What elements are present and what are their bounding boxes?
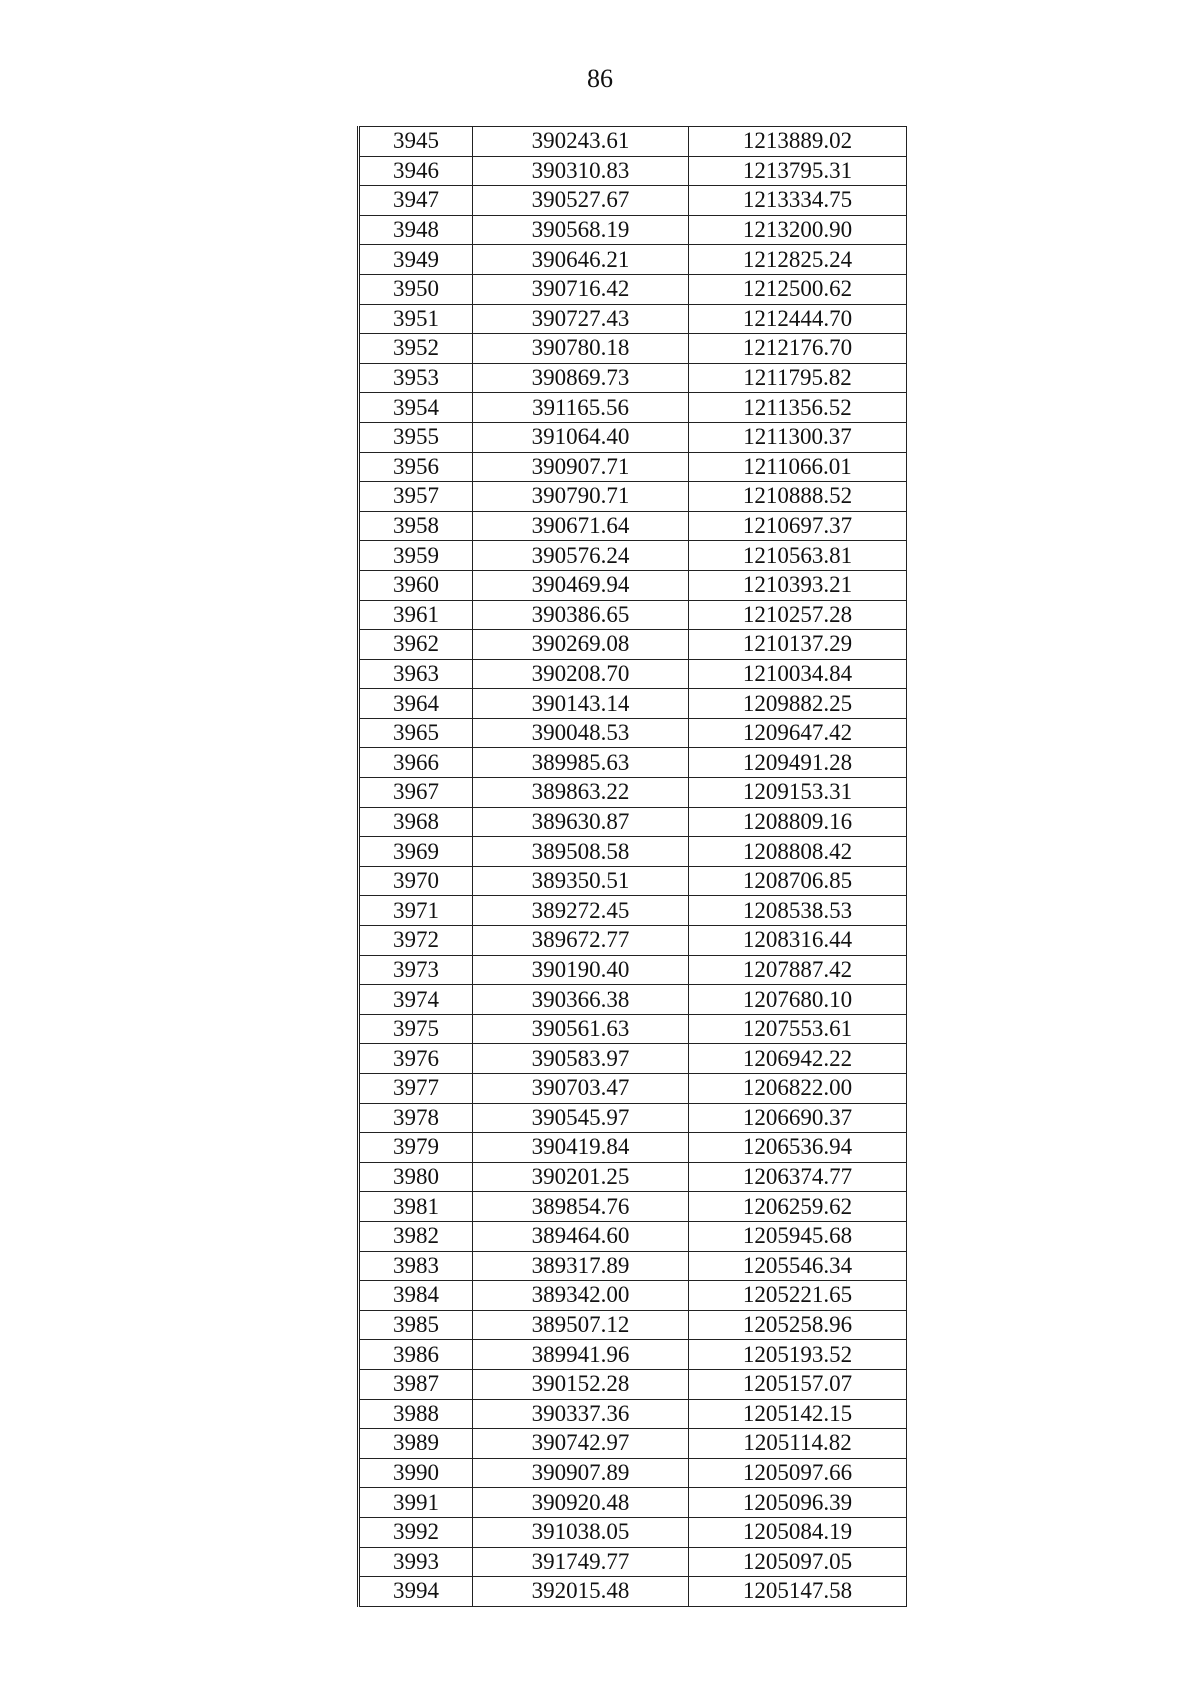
x-coordinate-cell: 390269.08: [473, 630, 689, 660]
point-number-cell: 3989: [359, 1429, 473, 1459]
y-coordinate-cell: 1210034.84: [689, 659, 907, 689]
table-row: [359, 1162, 907, 1192]
point-number-cell: 3988: [359, 1399, 473, 1429]
point-number-cell: 3979: [359, 1133, 473, 1163]
y-coordinate-cell: 1213889.02: [689, 127, 907, 157]
point-number-cell: 3964: [359, 689, 473, 719]
x-coordinate-cell: 390048.53: [473, 718, 689, 748]
point-number-cell: 3984: [359, 1281, 473, 1311]
x-coordinate-cell: 391064.40: [473, 422, 689, 452]
table-row: [359, 511, 907, 541]
x-coordinate-cell: 389672.77: [473, 926, 689, 956]
point-number-cell: 3954: [359, 393, 473, 423]
x-coordinate-cell: 390469.94: [473, 570, 689, 600]
table-row: [359, 393, 907, 423]
y-coordinate-cell: 1205546.34: [689, 1251, 907, 1281]
table-row: [359, 1517, 907, 1547]
point-number-cell: 3986: [359, 1340, 473, 1370]
table-row: [359, 748, 907, 778]
y-coordinate-cell: 1210697.37: [689, 511, 907, 541]
point-number-cell: 3978: [359, 1103, 473, 1133]
y-coordinate-cell: 1205193.52: [689, 1340, 907, 1370]
x-coordinate-cell: 390545.97: [473, 1103, 689, 1133]
table-row: [359, 363, 907, 393]
table-row: [359, 778, 907, 808]
y-coordinate-cell: 1211356.52: [689, 393, 907, 423]
y-coordinate-cell: 1212176.70: [689, 334, 907, 364]
x-coordinate-cell: 390386.65: [473, 600, 689, 630]
x-coordinate-cell: 390907.71: [473, 452, 689, 482]
x-coordinate-cell: 390419.84: [473, 1133, 689, 1163]
table-row: [359, 955, 907, 985]
table-row: [359, 896, 907, 926]
y-coordinate-cell: 1205097.05: [689, 1547, 907, 1577]
table-row: [359, 659, 907, 689]
point-number-cell: 3963: [359, 659, 473, 689]
x-coordinate-cell: 390243.61: [473, 127, 689, 157]
point-number-cell: 3977: [359, 1074, 473, 1104]
table-row: [359, 274, 907, 304]
x-coordinate-cell: 389272.45: [473, 896, 689, 926]
y-coordinate-cell: 1206374.77: [689, 1162, 907, 1192]
x-coordinate-cell: 390568.19: [473, 215, 689, 245]
x-coordinate-cell: 391038.05: [473, 1517, 689, 1547]
x-coordinate-cell: 390583.97: [473, 1044, 689, 1074]
table-row: [359, 718, 907, 748]
point-number-cell: 3976: [359, 1044, 473, 1074]
y-coordinate-cell: 1205142.15: [689, 1399, 907, 1429]
point-number-cell: 3974: [359, 985, 473, 1015]
x-coordinate-cell: 389317.89: [473, 1251, 689, 1281]
y-coordinate-cell: 1210888.52: [689, 482, 907, 512]
x-coordinate-cell: 392015.48: [473, 1577, 689, 1607]
x-coordinate-cell: 390907.89: [473, 1458, 689, 1488]
table-row: [359, 866, 907, 896]
y-coordinate-cell: 1206690.37: [689, 1103, 907, 1133]
point-number-cell: 3960: [359, 570, 473, 600]
point-number-cell: 3952: [359, 334, 473, 364]
x-coordinate-cell: 389464.60: [473, 1221, 689, 1251]
y-coordinate-cell: 1211300.37: [689, 422, 907, 452]
y-coordinate-cell: 1213334.75: [689, 186, 907, 216]
point-number-cell: 3962: [359, 630, 473, 660]
x-coordinate-cell: 390561.63: [473, 1014, 689, 1044]
table-row: [359, 334, 907, 364]
x-coordinate-cell: 390780.18: [473, 334, 689, 364]
y-coordinate-cell: 1211066.01: [689, 452, 907, 482]
table-row: [359, 1281, 907, 1311]
y-coordinate-cell: 1206536.94: [689, 1133, 907, 1163]
y-coordinate-cell: 1205084.19: [689, 1517, 907, 1547]
point-number-cell: 3955: [359, 422, 473, 452]
point-number-cell: 3950: [359, 274, 473, 304]
point-number-cell: 3980: [359, 1162, 473, 1192]
table-row: [359, 1044, 907, 1074]
x-coordinate-cell: 389342.00: [473, 1281, 689, 1311]
y-coordinate-cell: 1209153.31: [689, 778, 907, 808]
point-number-cell: 3987: [359, 1369, 473, 1399]
y-coordinate-cell: 1207553.61: [689, 1014, 907, 1044]
table-row: [359, 482, 907, 512]
x-coordinate-cell: 389507.12: [473, 1310, 689, 1340]
x-coordinate-cell: 389630.87: [473, 807, 689, 837]
point-number-cell: 3973: [359, 955, 473, 985]
x-coordinate-cell: 390869.73: [473, 363, 689, 393]
point-number-cell: 3970: [359, 866, 473, 896]
point-number-cell: 3946: [359, 156, 473, 186]
table-row: [359, 807, 907, 837]
y-coordinate-cell: 1205096.39: [689, 1488, 907, 1518]
point-number-cell: 3967: [359, 778, 473, 808]
table-row: [359, 1340, 907, 1370]
y-coordinate-cell: 1206822.00: [689, 1074, 907, 1104]
table-row: [359, 1133, 907, 1163]
x-coordinate-cell: 390671.64: [473, 511, 689, 541]
point-number-cell: 3983: [359, 1251, 473, 1281]
point-number-cell: 3958: [359, 511, 473, 541]
table-row: [359, 1488, 907, 1518]
point-number-cell: 3956: [359, 452, 473, 482]
y-coordinate-cell: 1210563.81: [689, 541, 907, 571]
x-coordinate-cell: 389985.63: [473, 748, 689, 778]
y-coordinate-cell: 1209882.25: [689, 689, 907, 719]
x-coordinate-cell: 390190.40: [473, 955, 689, 985]
point-number-cell: 3953: [359, 363, 473, 393]
point-number-cell: 3985: [359, 1310, 473, 1340]
table-row: [359, 422, 907, 452]
y-coordinate-cell: 1207887.42: [689, 955, 907, 985]
table-row: [359, 1103, 907, 1133]
y-coordinate-cell: 1208808.42: [689, 837, 907, 867]
y-coordinate-cell: 1205097.66: [689, 1458, 907, 1488]
table-row: [359, 1192, 907, 1222]
point-number-cell: 3991: [359, 1488, 473, 1518]
y-coordinate-cell: 1208809.16: [689, 807, 907, 837]
table-row: [359, 837, 907, 867]
x-coordinate-cell: 389863.22: [473, 778, 689, 808]
y-coordinate-cell: 1205258.96: [689, 1310, 907, 1340]
y-coordinate-cell: 1212825.24: [689, 245, 907, 275]
y-coordinate-cell: 1211795.82: [689, 363, 907, 393]
point-number-cell: 3969: [359, 837, 473, 867]
x-coordinate-cell: 390790.71: [473, 482, 689, 512]
table-row: [359, 630, 907, 660]
point-number-cell: 3971: [359, 896, 473, 926]
x-coordinate-cell: 390337.36: [473, 1399, 689, 1429]
point-number-cell: 3968: [359, 807, 473, 837]
table-row: [359, 600, 907, 630]
y-coordinate-cell: 1210137.29: [689, 630, 907, 660]
table-row: [359, 1074, 907, 1104]
table-row: [359, 127, 907, 157]
x-coordinate-cell: 390152.28: [473, 1369, 689, 1399]
table-row: [359, 689, 907, 719]
y-coordinate-cell: 1210393.21: [689, 570, 907, 600]
y-coordinate-cell: 1212444.70: [689, 304, 907, 334]
x-coordinate-cell: 390201.25: [473, 1162, 689, 1192]
y-coordinate-cell: 1206259.62: [689, 1192, 907, 1222]
table-row: [359, 1547, 907, 1577]
x-coordinate-cell: 390143.14: [473, 689, 689, 719]
point-number-cell: 3993: [359, 1547, 473, 1577]
y-coordinate-cell: 1205221.65: [689, 1281, 907, 1311]
y-coordinate-cell: 1208706.85: [689, 866, 907, 896]
page-number: 86: [587, 64, 613, 93]
y-coordinate-cell: 1213795.31: [689, 156, 907, 186]
y-coordinate-cell: 1212500.62: [689, 274, 907, 304]
coordinate-table: [357, 126, 907, 1607]
x-coordinate-cell: 390208.70: [473, 659, 689, 689]
point-number-cell: 3947: [359, 186, 473, 216]
table-row: [359, 215, 907, 245]
table-row: [359, 985, 907, 1015]
y-coordinate-cell: 1205945.68: [689, 1221, 907, 1251]
x-coordinate-cell: 390920.48: [473, 1488, 689, 1518]
table-row: [359, 245, 907, 275]
y-coordinate-cell: 1206942.22: [689, 1044, 907, 1074]
point-number-cell: 3981: [359, 1192, 473, 1222]
point-number-cell: 3994: [359, 1577, 473, 1607]
x-coordinate-cell: 389350.51: [473, 866, 689, 896]
x-coordinate-cell: 390646.21: [473, 245, 689, 275]
table-row: [359, 156, 907, 186]
x-coordinate-cell: 391165.56: [473, 393, 689, 423]
x-coordinate-cell: 391749.77: [473, 1547, 689, 1577]
point-number-cell: 3990: [359, 1458, 473, 1488]
point-number-cell: 3966: [359, 748, 473, 778]
y-coordinate-cell: 1209647.42: [689, 718, 907, 748]
y-coordinate-cell: 1208316.44: [689, 926, 907, 956]
table-row: [359, 1014, 907, 1044]
x-coordinate-cell: 390716.42: [473, 274, 689, 304]
x-coordinate-cell: 389508.58: [473, 837, 689, 867]
point-number-cell: 3965: [359, 718, 473, 748]
x-coordinate-cell: 390703.47: [473, 1074, 689, 1104]
x-coordinate-cell: 389941.96: [473, 1340, 689, 1370]
point-number-cell: 3975: [359, 1014, 473, 1044]
point-number-cell: 3957: [359, 482, 473, 512]
point-number-cell: 3949: [359, 245, 473, 275]
point-number-cell: 3961: [359, 600, 473, 630]
y-coordinate-cell: 1205157.07: [689, 1369, 907, 1399]
y-coordinate-cell: 1208538.53: [689, 896, 907, 926]
table-row: [359, 1369, 907, 1399]
table-row: [359, 452, 907, 482]
y-coordinate-cell: 1205114.82: [689, 1429, 907, 1459]
point-number-cell: 3972: [359, 926, 473, 956]
y-coordinate-cell: 1207680.10: [689, 985, 907, 1015]
point-number-cell: 3982: [359, 1221, 473, 1251]
table-row: [359, 1458, 907, 1488]
y-coordinate-cell: 1210257.28: [689, 600, 907, 630]
x-coordinate-cell: 390527.67: [473, 186, 689, 216]
point-number-cell: 3959: [359, 541, 473, 571]
x-coordinate-cell: 390727.43: [473, 304, 689, 334]
x-coordinate-cell: 390576.24: [473, 541, 689, 571]
table-row: [359, 304, 907, 334]
point-number-cell: 3948: [359, 215, 473, 245]
x-coordinate-cell: 389854.76: [473, 1192, 689, 1222]
table-row: [359, 1577, 907, 1607]
table-row: [359, 926, 907, 956]
y-coordinate-cell: 1209491.28: [689, 748, 907, 778]
x-coordinate-cell: 390366.38: [473, 985, 689, 1015]
y-coordinate-cell: 1205147.58: [689, 1577, 907, 1607]
table-row: [359, 1399, 907, 1429]
coordinate-table-body: [359, 127, 907, 1607]
point-number-cell: 3951: [359, 304, 473, 334]
table-row: [359, 1429, 907, 1459]
table-row: [359, 1251, 907, 1281]
point-number-cell: 3945: [359, 127, 473, 157]
table-row: [359, 1310, 907, 1340]
table-row: [359, 541, 907, 571]
x-coordinate-cell: 390310.83: [473, 156, 689, 186]
x-coordinate-cell: 390742.97: [473, 1429, 689, 1459]
table-row: [359, 186, 907, 216]
y-coordinate-cell: 1213200.90: [689, 215, 907, 245]
table-row: [359, 570, 907, 600]
point-number-cell: 3992: [359, 1517, 473, 1547]
table-row: [359, 1221, 907, 1251]
